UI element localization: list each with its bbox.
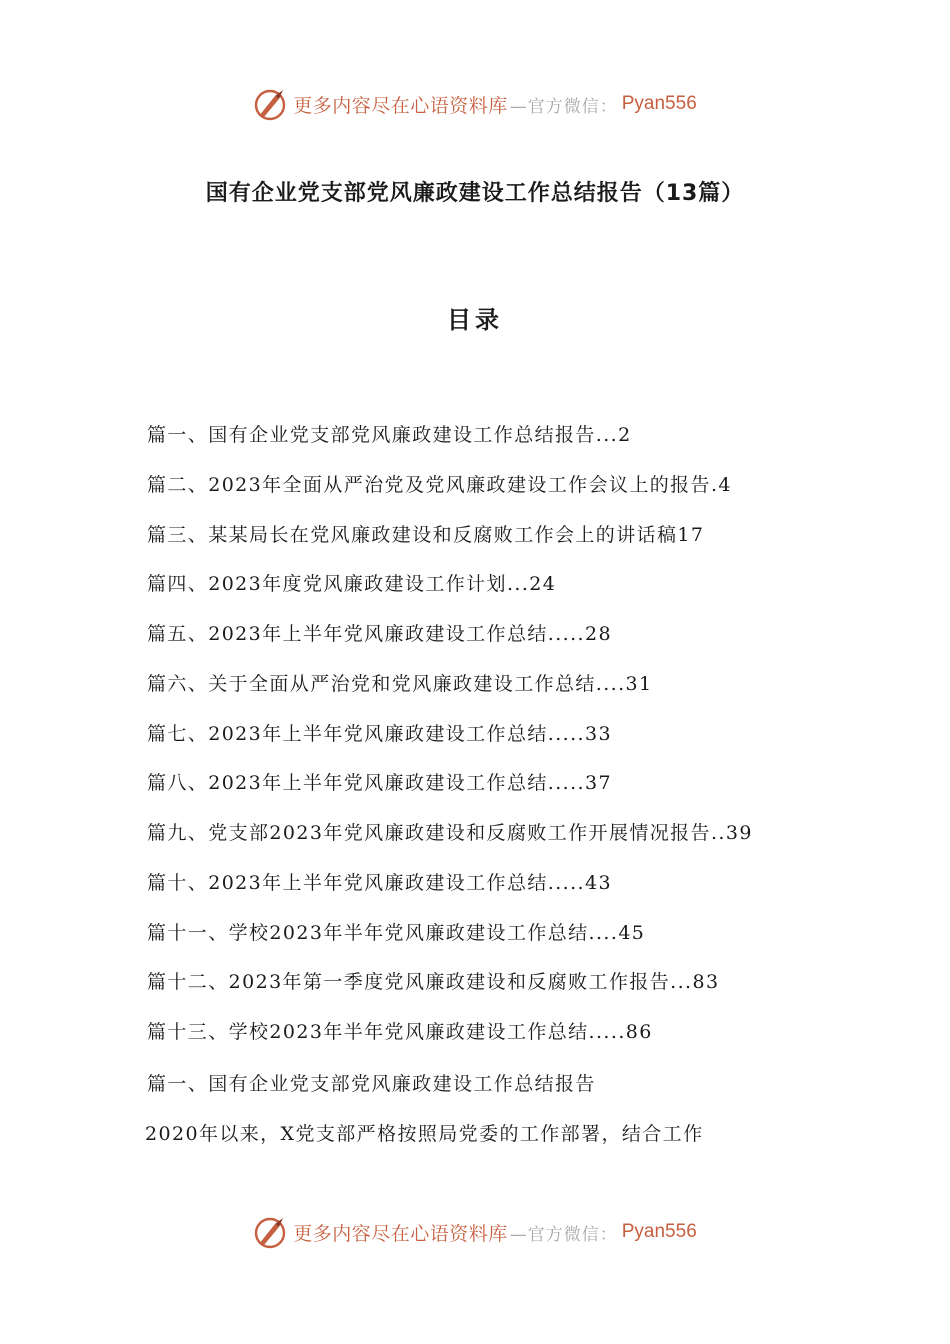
watermark-wechat-id: Pyan556 — [621, 93, 697, 114]
toc-entry[interactable]: 篇六、关于全面从严治党和党风廉政建设工作总结....31 — [147, 672, 653, 695]
watermark-slogan: 更多内容尽在心语资料库 — [293, 1222, 508, 1245]
watermark-official: —官方微信： — [509, 1224, 618, 1245]
toc-entry[interactable]: 篇九、党支部2023年党风廉政建设和反腐败工作开展情况报告..39 — [147, 822, 753, 844]
watermark-slogan: 更多内容尽在心语资料库 — [293, 94, 508, 117]
toc-entry[interactable]: 篇五、2023年上半年党风廉政建设工作总结.....28 — [147, 623, 612, 645]
toc-entry[interactable]: 篇七、2023年上半年党风廉政建设工作总结.....33 — [147, 722, 612, 745]
quill-logo-icon — [253, 1214, 289, 1250]
toc-heading: 目录 — [447, 306, 503, 334]
toc-entry[interactable]: 篇十三、学校2023年半年党风廉政建设工作总结.....86 — [147, 1021, 653, 1043]
table-of-contents — [147, 420, 847, 1067]
first-paragraph: 2020年以来，X党支部严格按照局党委的工作部署，结合工作 — [145, 1123, 704, 1145]
section-heading: 篇一、国有企业党支部党风廉政建设工作总结报告 — [147, 1073, 596, 1095]
footer-watermark — [0, 1210, 950, 1254]
toc-entry[interactable]: 篇四、2023年度党风廉政建设工作计划...24 — [147, 573, 557, 596]
watermark-official: —官方微信： — [509, 96, 618, 117]
toc-entry[interactable]: 篇十、2023年上半年党风廉政建设工作总结.....43 — [147, 871, 612, 894]
toc-entry[interactable]: 篇十一、学校2023年半年党风廉政建设工作总结....45 — [147, 921, 646, 944]
document-title: 国有企业党支部党风廉政建设工作总结报告（13篇） — [205, 181, 745, 206]
toc-entry[interactable]: 篇三、某某局长在党风廉政建设和反腐败工作会上的讲话稿17 — [147, 523, 705, 546]
toc-entry[interactable]: 篇二、2023年全面从严治党及党风廉政建设工作会议上的报告.4 — [147, 473, 732, 496]
toc-entry[interactable]: 篇十二、2023年第一季度党风廉政建设和反腐败工作报告...83 — [147, 971, 720, 994]
toc-entry[interactable]: 篇八、2023年上半年党风廉政建设工作总结.....37 — [147, 772, 612, 795]
watermark-wechat-id: Pyan556 — [621, 1221, 697, 1242]
toc-entry[interactable]: 篇一、国有企业党支部党风廉政建设工作总结报告...2 — [147, 424, 632, 446]
header-watermark — [0, 82, 950, 126]
quill-logo-icon — [253, 86, 289, 122]
